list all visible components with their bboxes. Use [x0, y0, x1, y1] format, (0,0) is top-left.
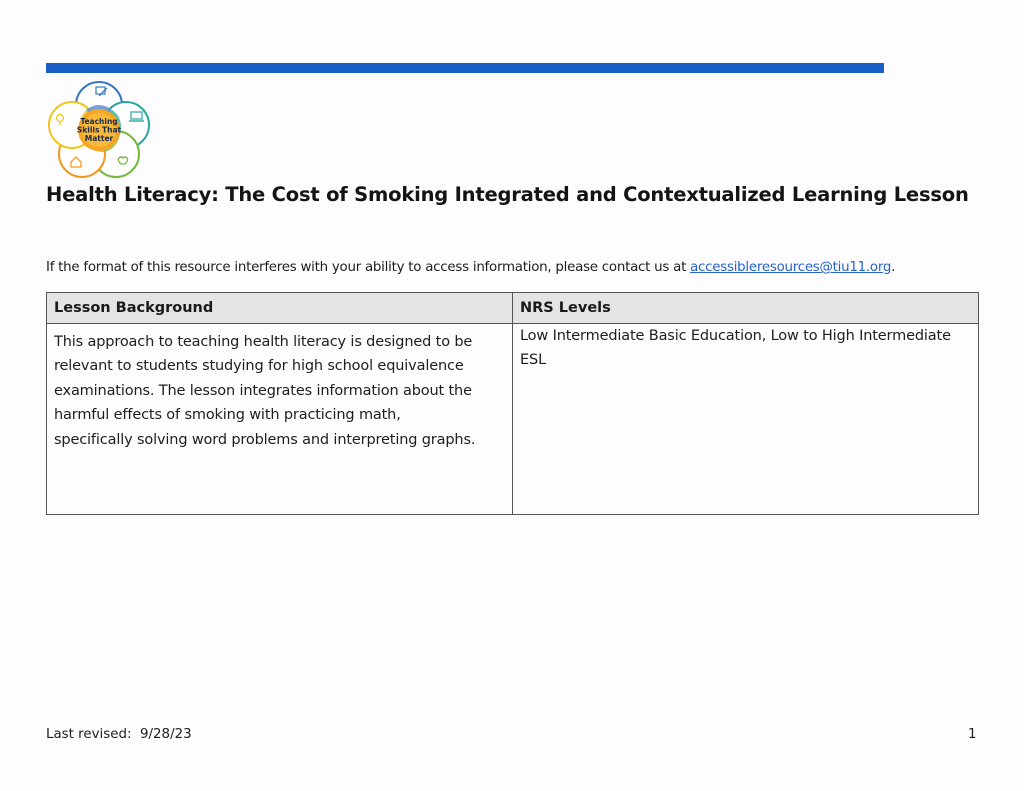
accessibility-note-suffix: .	[891, 260, 896, 275]
accessibility-note	[46, 260, 895, 275]
accessibility-email-link[interactable]: accessibleresources@tiu11.org	[690, 260, 892, 275]
svg-text:Teaching: Teaching	[80, 117, 118, 126]
lesson-background-header: Lesson Background	[47, 293, 513, 324]
svg-text:Matter: Matter	[84, 134, 114, 143]
svg-text:Skills That: Skills That	[76, 125, 122, 135]
lesson-background-table	[46, 292, 979, 515]
teaching-skills-that-matter-logo	[46, 80, 152, 180]
last-revised	[46, 727, 192, 742]
document-title: Health Literacy: The Cost of Smoking Integrated and Contextualized Learning Lesson	[46, 183, 969, 206]
table-row	[47, 324, 979, 515]
lesson-background-cell: This approach to teaching health literacy is designed to be relevant to students studying for high school equivalence examinations. The lesson integrates information about the harmful effects of smoking with practicing math, specifically solving word problems and interpreting graphs.	[47, 324, 513, 515]
last-revised-date: 9/28/23	[140, 727, 192, 742]
nrs-levels-header: NRS Levels	[513, 293, 979, 324]
header-accent-bar	[46, 63, 884, 73]
page-number: 1	[968, 727, 977, 742]
last-revised-label: Last revised:	[46, 727, 132, 742]
table-header-row	[47, 293, 979, 324]
nrs-levels-cell: Low Intermediate Basic Education, Low to High Intermediate ESL	[513, 324, 979, 515]
accessibility-note-text: If the format of this resource interferes with your ability to access information, please contact us at	[46, 260, 691, 275]
